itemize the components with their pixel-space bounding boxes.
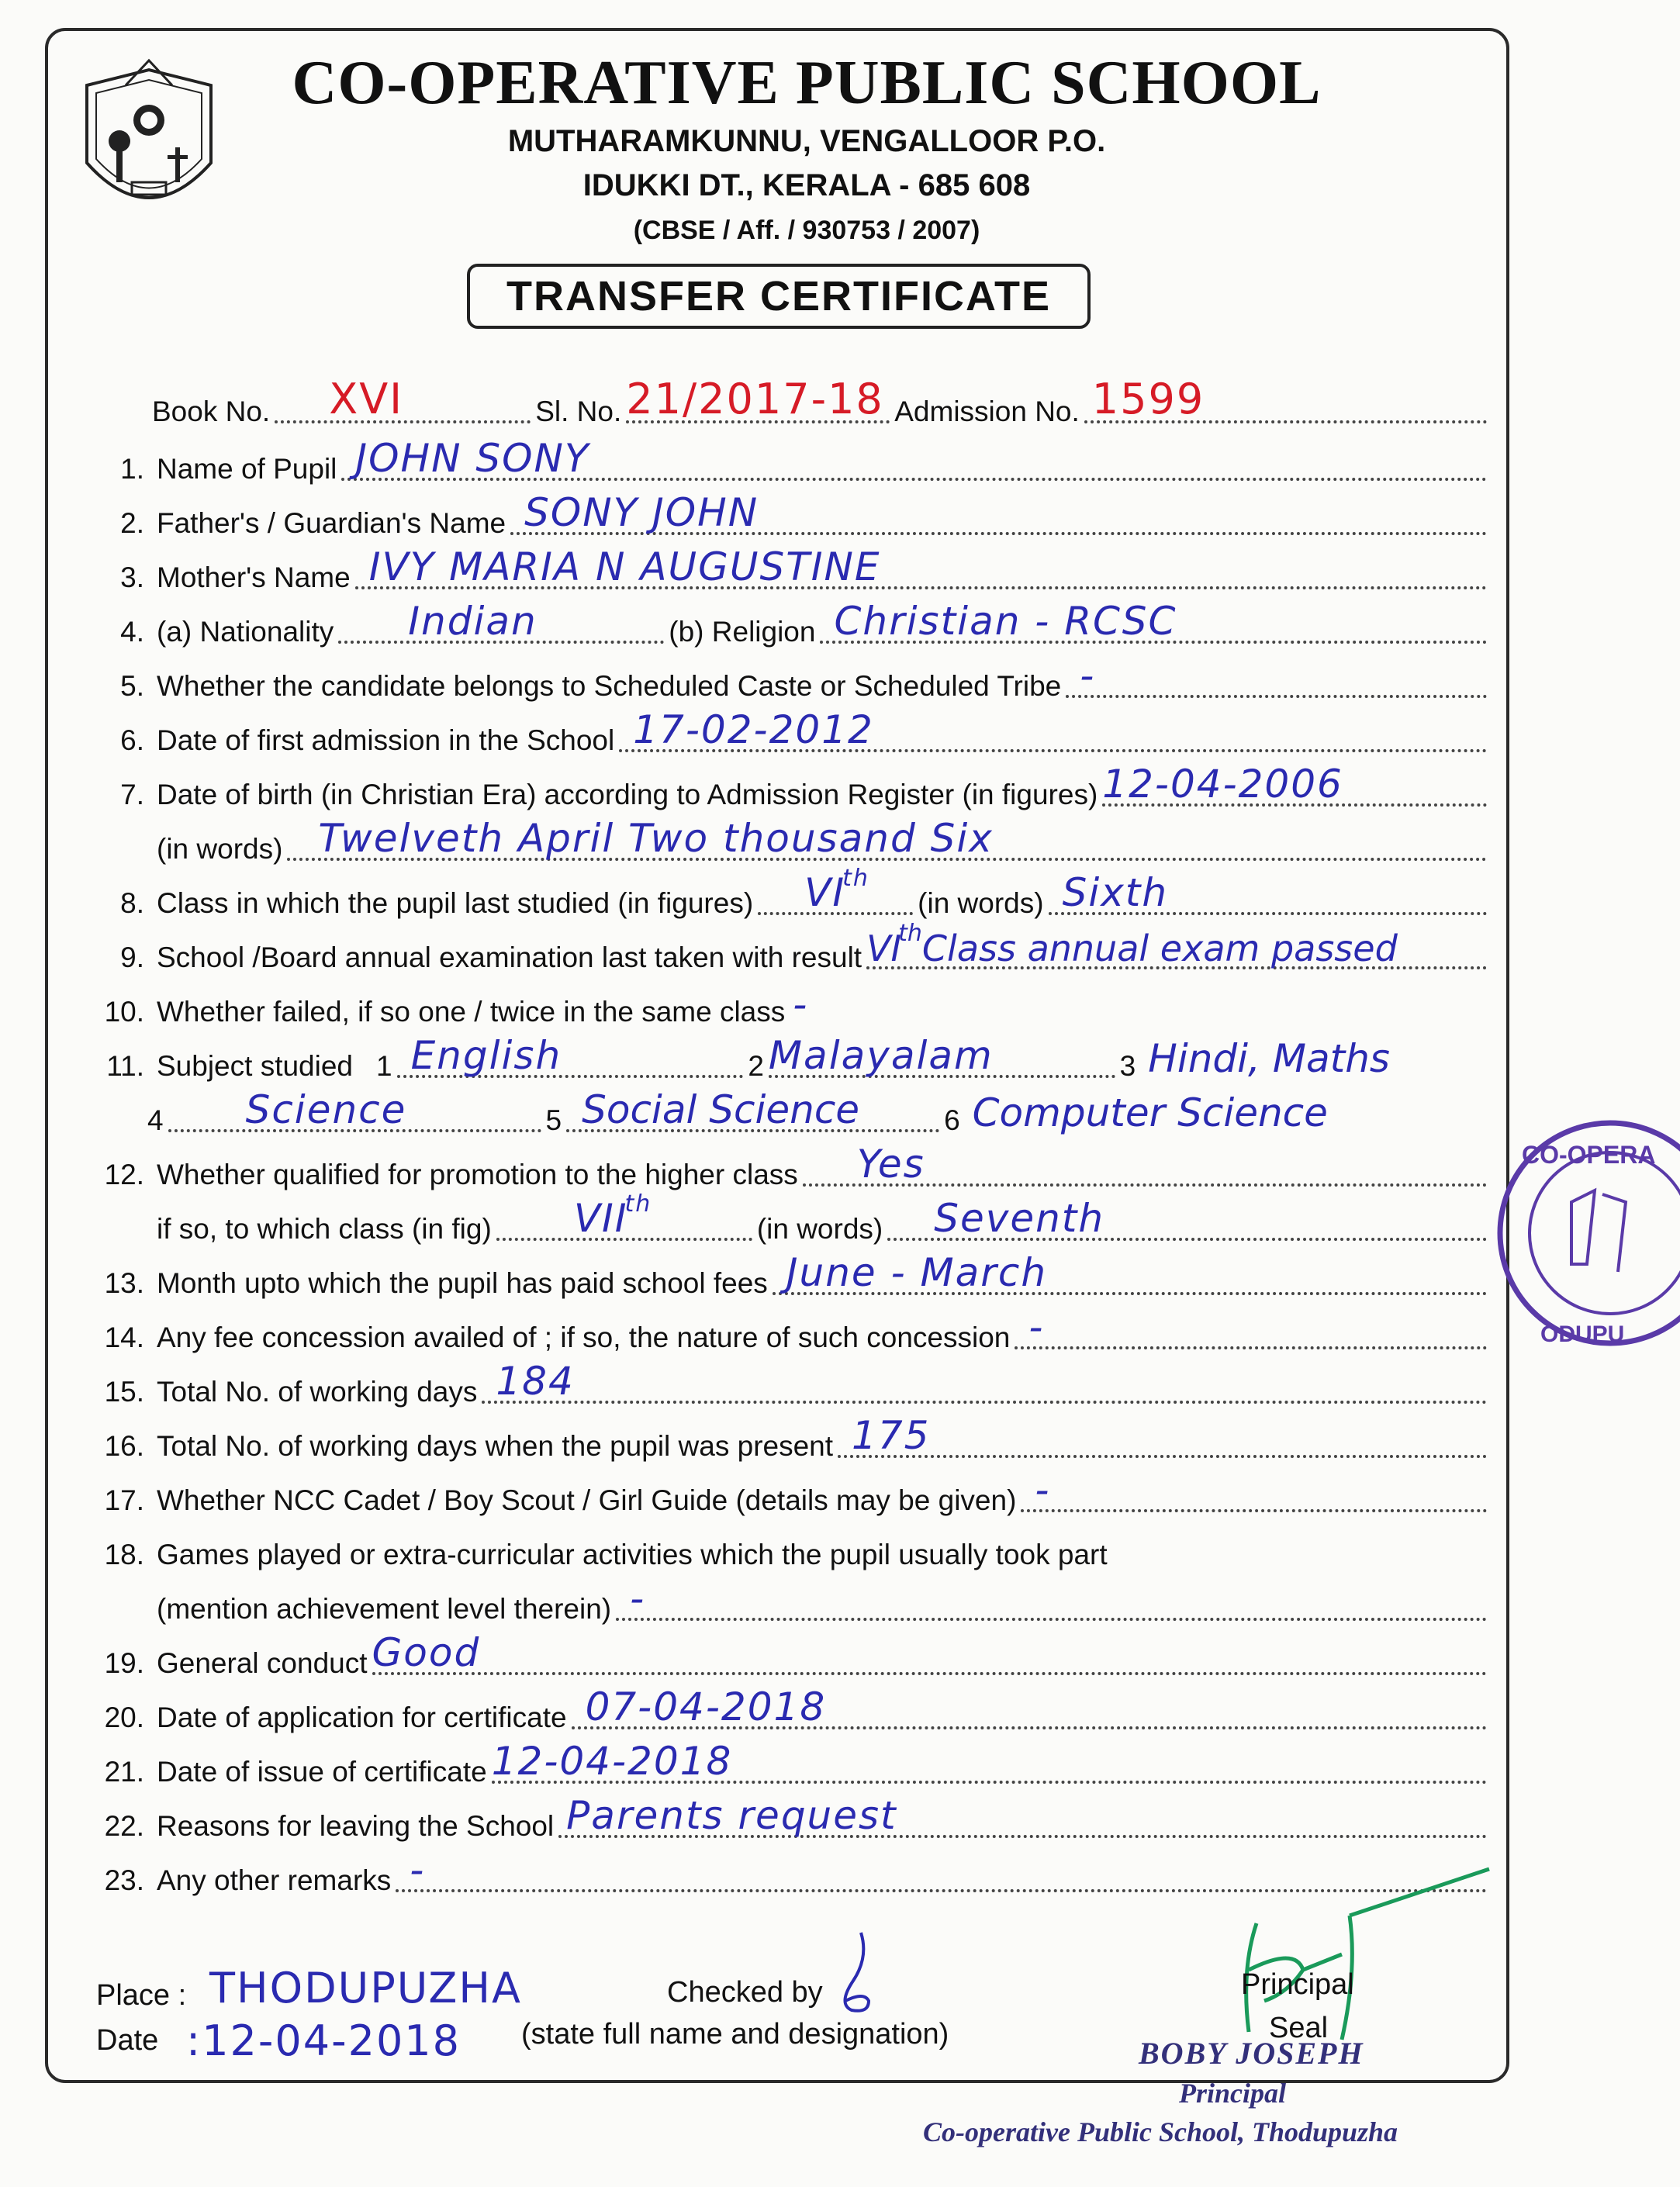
item-17: 17. Whether NCC Cadet / Boy Scout / Girl Guide (details may be given) - <box>85 1474 1492 1523</box>
item-1: 1. Name of Pupil JOHN SONY <box>85 442 1492 492</box>
last-exam-result: Class annual exam passed <box>921 928 1398 969</box>
promotion-words-value: Seventh <box>934 1196 1105 1241</box>
item-18-cont <box>85 1576 1492 1632</box>
promotion-label: Whether qualified for promotion to the higher class <box>157 1159 798 1190</box>
promotion-class-value: VII <box>573 1196 628 1241</box>
religion-value: Christian - RCSC <box>834 599 1177 644</box>
school-seal-stamp <box>1494 1086 1680 1380</box>
pupil-name-label: Name of Pupil <box>157 453 337 485</box>
last-class-words-value: Sixth <box>1062 870 1169 915</box>
affiliation-number: (CBSE / Aff. / 930753 / 2007) <box>633 216 980 245</box>
school-name: CO-OPERATIVE PUBLIC SCHOOL <box>292 49 1322 117</box>
dob-value: 12-04-2006 <box>1102 762 1343 807</box>
item-4: 4. (a) Nationality Indian (b) Religion Christian - RCSC <box>85 605 1492 655</box>
activities-value: - <box>630 1576 646 1621</box>
sl-no-label: Sl. No. <box>535 396 622 427</box>
dob-label: Date of birth (in Christian Era) according to Admission Register (in figures) <box>157 779 1098 810</box>
checked-by-signature <box>830 1926 884 2019</box>
top-row <box>152 375 1492 434</box>
last-class-label: Class in which the pupil last studied (in figures) <box>157 887 754 919</box>
principal-title: Principal <box>1179 2078 1287 2109</box>
first-admission-value: 17-02-2012 <box>633 707 874 752</box>
fees-label: Month upto which the pupil has paid school fees <box>157 1267 768 1299</box>
date-label: Date <box>96 2024 159 2057</box>
item-12-class: if so, to which class (in fig) VIIth (in words) Seventh <box>85 1202 1492 1252</box>
state-full-name-label: (state full name and designation) <box>521 2018 949 2051</box>
item-21: 21. Date of issue of certificate 12-04-2018 <box>85 1745 1492 1795</box>
caste-value: - <box>1080 653 1096 698</box>
item-19: 19. General conduct Good <box>85 1636 1492 1686</box>
item-16: 16. Total No. of working days when the pupil was present 175 <box>85 1419 1492 1469</box>
last-exam-class: VI <box>866 928 902 969</box>
item-3: 3. Mother's Name IVY MARIA N AUGUSTINE <box>85 551 1492 600</box>
last-exam-label: School /Board annual examination last taken with result <box>157 941 862 973</box>
application-date-label: Date of application for certificate <box>157 1702 567 1733</box>
last-class-words-label: (in words) <box>918 887 1044 919</box>
address-line-2: IDUKKI DT., KERALA - 685 608 <box>582 168 1031 202</box>
working-days-value: 184 <box>496 1359 575 1404</box>
promotion-value: Yes <box>856 1142 925 1187</box>
checked-by-label: Checked by <box>667 1976 823 2009</box>
item-5: 5. Whether the candidate belongs to Scheduled Caste or Scheduled Tribe - <box>85 659 1492 709</box>
principal-label: Principal <box>1241 1968 1354 2001</box>
leaving-reason-label: Reasons for leaving the School <box>157 1810 555 1842</box>
place-label: Place : <box>96 1979 187 2012</box>
conduct-label: General conduct <box>157 1647 368 1679</box>
item-14: 14. Any fee concession availed of ; if so, the nature of such concession - <box>85 1311 1492 1360</box>
activities-label-2: (mention achievement level therein) <box>157 1593 612 1625</box>
book-no-value: XVI <box>329 375 404 423</box>
application-date-value: 07-04-2018 <box>585 1684 827 1729</box>
concession-value: - <box>1028 1304 1045 1349</box>
school-logo <box>79 54 219 233</box>
admission-no-value: 1599 <box>1091 375 1205 423</box>
dob-words-label: (in words) <box>157 833 283 865</box>
address-line-1: MUTHARAMKUNNU, VENGALLOOR P.O. <box>507 124 1106 158</box>
ncc-label: Whether NCC Cadet / Boy Scout / Girl Guide (details may be given) <box>157 1484 1017 1516</box>
seal-text-top: CO-OPERA <box>1522 1141 1656 1169</box>
religion-label: (b) Religion <box>669 616 816 648</box>
working-days-label: Total No. of working days <box>157 1376 478 1408</box>
item-20: 20. Date of application for certificate 07-04-2018 <box>85 1691 1492 1740</box>
ncc-value: - <box>1035 1467 1051 1512</box>
promotion-class-label: if so, to which class (in fig) <box>157 1213 492 1245</box>
failed-value: - <box>793 982 809 1027</box>
dob-words-value: Twelveth April Two thousand Six <box>318 816 994 861</box>
nationality-label: (a) Nationality <box>157 616 334 648</box>
item-22: 22. Reasons for leaving the School Parents request <box>85 1799 1492 1849</box>
remarks-value: - <box>410 1847 426 1892</box>
present-days-value: 175 <box>852 1413 931 1458</box>
item-7-words <box>85 816 1492 872</box>
leaving-reason-value: Parents request <box>566 1793 897 1838</box>
item-6: 6. Date of first admission in the School 17-02-2012 <box>85 713 1492 763</box>
failed-label: Whether failed, if so one / twice in the same class <box>157 996 786 1028</box>
item-2: 2. Father's / Guardian's Name SONY JOHN <box>85 496 1492 546</box>
subject-3: Hindi, Maths <box>1148 1036 1390 1081</box>
admission-no-label: Admission No. <box>894 396 1080 427</box>
principal-signature <box>1210 1854 1536 2055</box>
pupil-name-value: JOHN SONY <box>355 436 590 481</box>
certificate-title: TRANSFER CERTIFICATE <box>467 264 1091 329</box>
seal-text-bottom: ODUPU <box>1540 1322 1625 1347</box>
nationality-value: Indian <box>408 599 538 644</box>
item-9: 9. School /Board annual examination last taken with result VIthClass annual exam passed <box>85 931 1492 980</box>
subject-1: English <box>410 1033 562 1078</box>
conduct-value: Good <box>372 1630 481 1675</box>
item-7: 7. Date of birth (in Christian Era) according to Admission Register (in figures) 12-04-2006 <box>85 768 1492 817</box>
remarks-label: Any other remarks <box>157 1864 392 1896</box>
item-13: 13. Month upto which the pupil has paid school fees June - March <box>85 1256 1492 1306</box>
caste-label: Whether the candidate belongs to Scheduled Caste or Scheduled Tribe <box>157 670 1062 702</box>
mother-name-label: Mother's Name <box>157 561 351 593</box>
father-name-label: Father's / Guardian's Name <box>157 507 506 539</box>
book-no-label: Book No. <box>152 396 271 427</box>
item-10: 10. Whether failed, if so one / twice in the same class - <box>104 982 809 1028</box>
father-name-value: SONY JOHN <box>524 490 759 535</box>
first-admission-label: Date of first admission in the School <box>157 724 615 756</box>
promotion-words-label: (in words) <box>756 1213 883 1245</box>
item-12: 12. Whether qualified for promotion to the higher class Yes <box>85 1148 1492 1197</box>
item-11-row2: 4 Science 5 Social Science 6 Computer Science <box>147 1087 1328 1136</box>
activities-label: Games played or extra-curricular activities which the pupil usually took part <box>157 1539 1108 1570</box>
subject-2: Malayalam <box>768 1033 994 1078</box>
item-8: 8. Class in which the pupil last studied (in figures) VIth (in words) Sixth <box>85 876 1492 926</box>
item-15: 15. Total No. of working days 184 <box>85 1365 1492 1415</box>
seal-label: Seal <box>1269 2012 1329 2044</box>
issue-date-label: Date of issue of certificate <box>157 1756 487 1788</box>
subject-5: Social Science <box>582 1087 860 1132</box>
subjects-label: Subject studied <box>157 1050 354 1082</box>
item-11: 11. Subject studied 1 English 2 Malayalam 3 Hindi, Maths <box>106 1033 1390 1082</box>
issue-date-value: 12-04-2018 <box>491 1739 733 1784</box>
date-value: :12-04-2018 <box>186 2016 461 2065</box>
sl-no-value: 21/2017-18 <box>626 375 884 423</box>
principal-name: BOBY JOSEPH <box>1139 2036 1364 2071</box>
item-18: 18. Games played or extra-curricular activities which the pupil usually took part <box>104 1539 1108 1570</box>
concession-label: Any fee concession availed of ; if so, the nature of such concession <box>157 1322 1011 1353</box>
fees-value: June - March <box>786 1250 1048 1295</box>
school-signature-line: Co-operative Public School, Thodupuzha <box>923 2116 1398 2147</box>
item-23: 23. Any other remarks - <box>85 1854 1492 1903</box>
last-class-value: VI <box>804 870 846 915</box>
mother-name-value: IVY MARIA N AUGUSTINE <box>368 544 881 589</box>
place-value: THODUPUZHA <box>209 1964 522 2013</box>
present-days-label: Total No. of working days when the pupil was present <box>157 1430 834 1462</box>
subject-4: Science <box>245 1087 407 1132</box>
subject-6: Computer Science <box>972 1090 1328 1135</box>
